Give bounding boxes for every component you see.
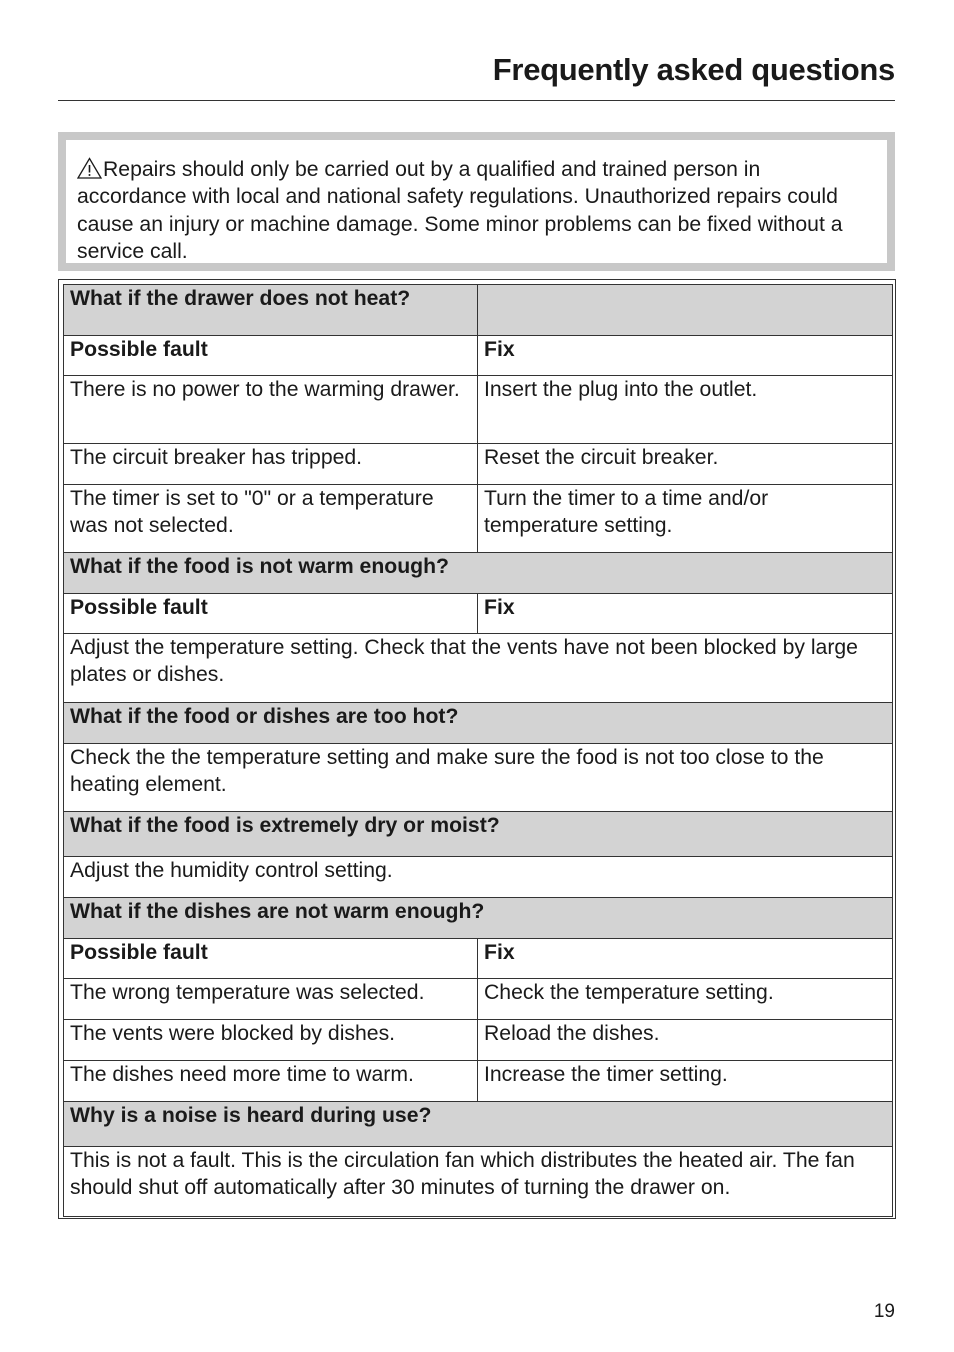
question-heading: Why is a noise is heard during use? (64, 1102, 893, 1147)
column-header-fault: Possible fault (64, 939, 478, 979)
faq-question-row (64, 703, 893, 744)
warning-text: Repairs should only be carried out by a qualified and trained person in accordance with local and national safety regulations. Unauthorized repairs could cause an injury or machine damage. Some minor problems can be fixed without a service call. (77, 158, 843, 263)
faq-header-row (64, 939, 893, 979)
fix-cell: Check the temperature setting. (478, 979, 893, 1020)
question-heading: What if the drawer does not heat? (64, 285, 478, 336)
table-row (64, 857, 893, 898)
faq-question-row (64, 285, 893, 336)
question-heading: What if the dishes are not warm enough? (64, 898, 893, 939)
answer-cell: This is not a fault. This is the circulation fan which distributes the heated air. The fan should shut off automatically after 30 minutes of turning the drawer on. (64, 1147, 893, 1217)
table-row (64, 1147, 893, 1217)
fault-cell: The dishes need more time to warm. (64, 1061, 478, 1102)
fault-cell: There is no power to the warming drawer. (64, 376, 478, 444)
table-row (64, 1061, 893, 1102)
column-header-fix: Fix (478, 594, 893, 634)
faq-header-row (64, 594, 893, 634)
faq-question-row (64, 812, 893, 857)
faq-table (63, 284, 893, 1217)
column-header-fix: Fix (478, 939, 893, 979)
table-row (64, 744, 893, 812)
faq-question-row (64, 553, 893, 594)
table-row (64, 376, 893, 444)
fix-cell: Insert the plug into the outlet. (478, 376, 893, 444)
question-heading-empty (478, 285, 893, 336)
column-header-fault: Possible fault (64, 336, 478, 376)
question-heading: What if the food or dishes are too hot? (64, 703, 893, 744)
fault-cell: The timer is set to "0" or a temperature was not selected. (64, 485, 478, 553)
fix-cell: Increase the timer setting. (478, 1061, 893, 1102)
table-row (64, 979, 893, 1020)
fix-cell: Reload the dishes. (478, 1020, 893, 1061)
question-heading: What if the food is extremely dry or moist? (64, 812, 893, 857)
table-row (64, 634, 893, 703)
warning-box (58, 132, 895, 271)
fix-cell: Turn the timer to a time and/or temperature setting. (478, 485, 893, 553)
warning-triangle-icon (77, 157, 102, 179)
column-header-fix: Fix (478, 336, 893, 376)
answer-cell: Adjust the humidity control setting. (64, 857, 893, 898)
faq-header-row (64, 336, 893, 376)
fix-cell: Reset the circuit breaker. (478, 444, 893, 485)
page-title: Frequently asked questions (492, 52, 895, 87)
warning-content (66, 140, 887, 263)
fault-cell: The circuit breaker has tripped. (64, 444, 478, 485)
faq-question-row (64, 1102, 893, 1147)
question-heading: What if the food is not warm enough? (64, 553, 893, 594)
page-number: 19 (873, 1301, 895, 1322)
fault-cell: The vents were blocked by dishes. (64, 1020, 478, 1061)
table-row (64, 1020, 893, 1061)
column-header-fault: Possible fault (64, 594, 478, 634)
fault-cell: The wrong temperature was selected. (64, 979, 478, 1020)
table-row (64, 444, 893, 485)
answer-cell: Adjust the temperature setting. Check that the vents have not been blocked by large plates or dishes. (64, 634, 893, 703)
faq-question-row (64, 898, 893, 939)
answer-cell: Check the the temperature setting and make sure the food is not too close to the heating element. (64, 744, 893, 812)
table-row (64, 485, 893, 553)
title-divider (58, 100, 895, 101)
